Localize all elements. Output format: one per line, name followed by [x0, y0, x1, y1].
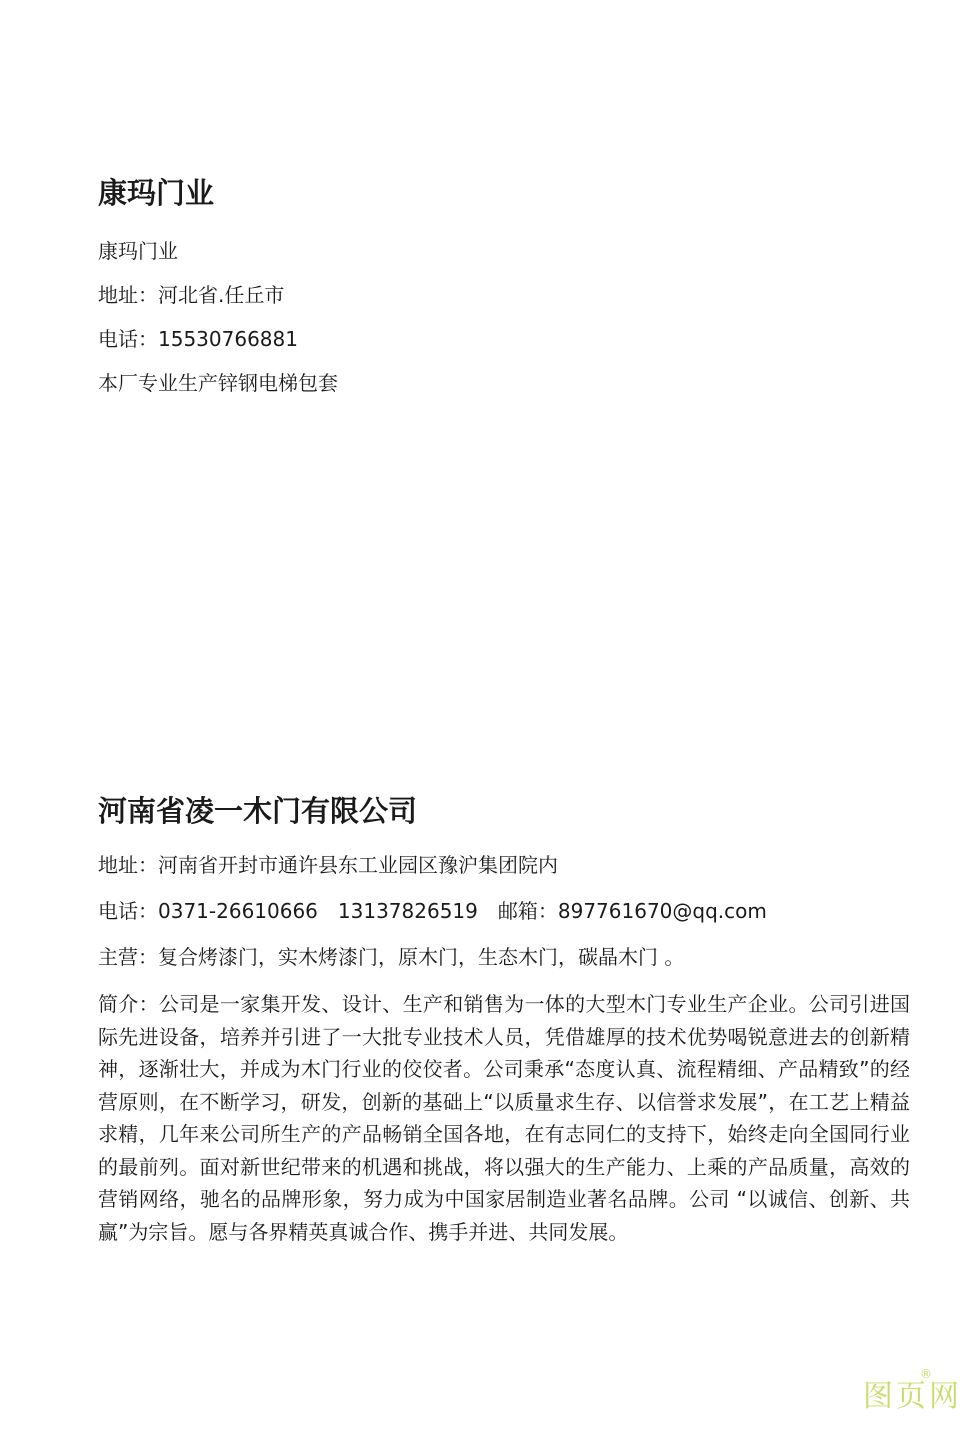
- company-title: 康玛门业: [98, 176, 215, 210]
- company-business: 本厂专业生产锌钢电梯包套: [98, 371, 338, 395]
- company-main-business: 主营：复合烤漆门，实木烤漆门，原木门，生态木门，碳晶木门 。: [98, 945, 685, 969]
- company-kangma-section: [98, 172, 910, 412]
- company-name: 康玛门业: [98, 239, 178, 263]
- watermark-logo: [863, 1367, 962, 1415]
- company-intro: 简介：公司是一家集开发、设计、生产和销售为一体的大型木门专业生产企业。公司引进国际先进设备，培养并引进了一大批专业技术人员，凭借雄厚的技术优势喝锐意进去的创新精神，逐渐壮大，并成为木门行业的佼佼者。公司秉承“态度认真、流程精细、产品精致”的经营原则，在不断学习，研发，创新的基础上“以质量求生存、以信誉求发展”，在工艺上精益求精，几年来公司所生产的产品畅销全国各地，在有志同仁的支持下，始终走向全国同行业的最前列。面对新世纪带来的机遇和挑战，将以强大的生产能力、上乘的产品质量，高效的营销网络，驰名的品牌形象，努力成为中国家居制造业著名品牌。公司 “以诚信、创新、共赢”为宗旨。愿与各界精英真诚合作、携手并进、共同发展。: [98, 992, 910, 1244]
- company-address: 地址：河北省.任丘市: [98, 283, 285, 307]
- registered-mark: ®: [920, 1367, 932, 1381]
- company-title: 河南省凌一木门有限公司: [98, 794, 418, 828]
- company-contact: 电话：0371-26610666 13137826519 邮箱：897761670@qq.com: [98, 899, 767, 923]
- company-phone: 电话：15530766881: [98, 327, 298, 351]
- company-address: 地址：河南省开封市通许县东工业园区豫沪集团院内: [98, 853, 558, 877]
- watermark-text: 图页网: [863, 1379, 962, 1414]
- company-lingyi-section: [98, 790, 910, 1248]
